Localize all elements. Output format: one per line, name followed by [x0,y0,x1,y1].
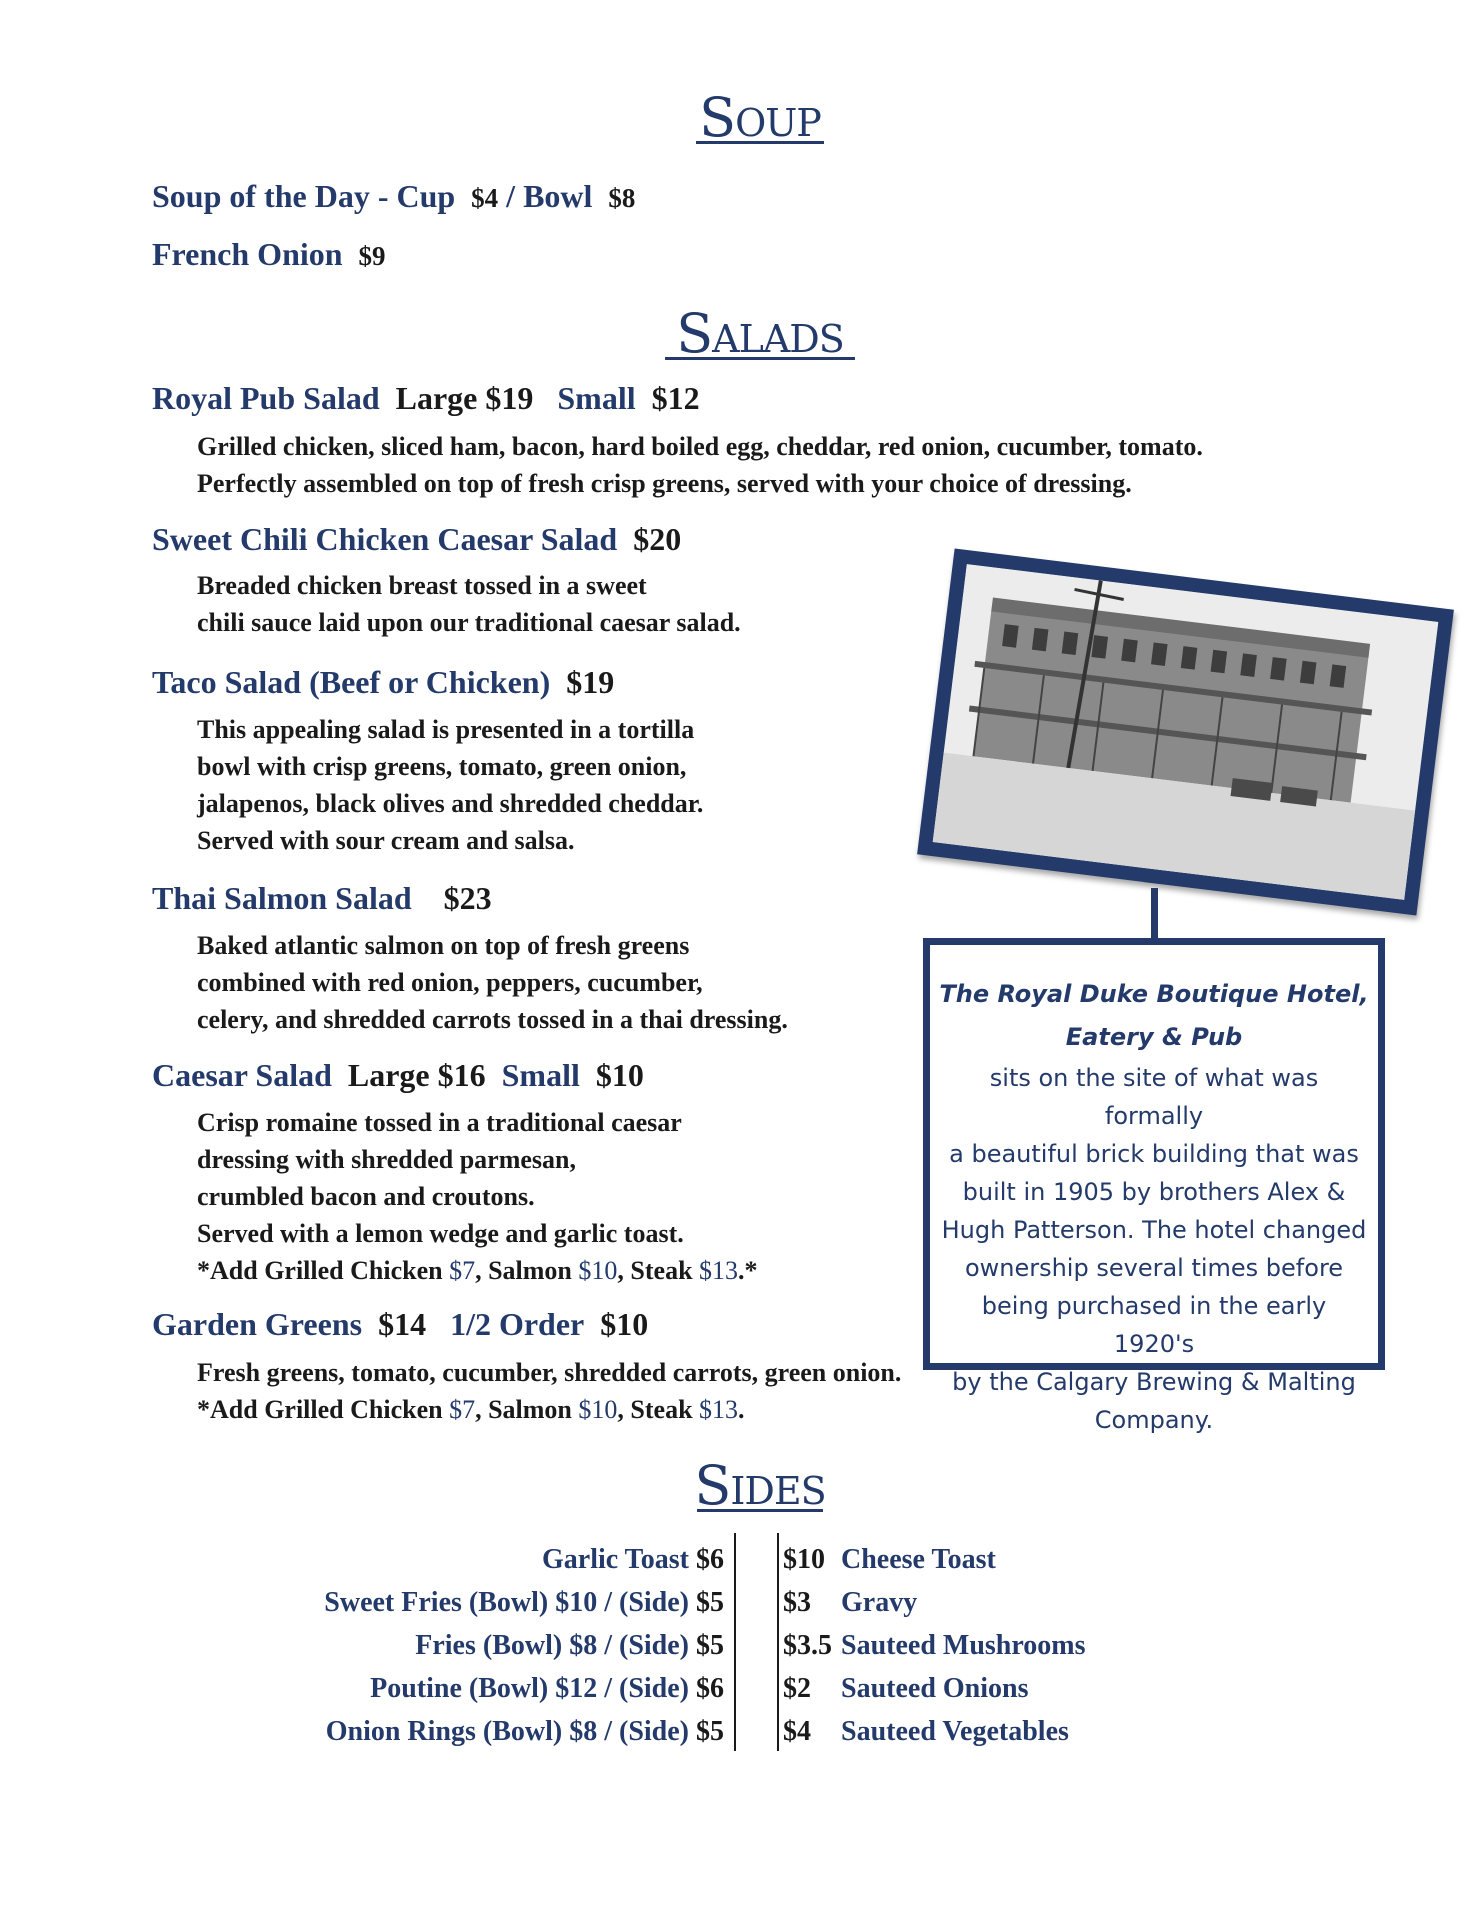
history-info-box [923,938,1385,1434]
item-description: Fresh greens, tomato, cucumber, shredded carrots, green onion. *Add Grilled Chicken $7, Salmon $10, Steak $13. [197,1354,901,1428]
side-item: $10 Cheese Toast [783,1544,996,1575]
side-item: Sweet Fries (Bowl) $10 / (Side) $5 [324,1587,724,1618]
menu-item-taco-salad: Taco Salad (Beef or Chicken) $19 [152,664,615,700]
add-protein-line: *Add Grilled Chicken $7, Salmon $10, Steak $13.* [197,1256,758,1285]
side-item: $3 Gravy [783,1587,918,1618]
side-item: $4 Sauteed Vegetables [783,1716,1069,1747]
side-item: Onion Rings (Bowl) $8 / (Side) $5 [325,1716,724,1747]
item-description: Baked atlantic salmon on top of fresh greens combined with red onion, peppers, cucumber, celery, and shredded carrots tossed in a thai dressing. [197,931,788,1034]
side-item: Fries (Bowl) $8 / (Side) $5 [415,1630,724,1661]
item-description: This appealing salad is presented in a tortilla bowl with crisp greens, tomato, green onion, jalapenos, black olives and shredded cheddar. Served with sour cream and salsa. [197,715,704,855]
side-item: Poutine (Bowl) $12 / (Side) $6 [370,1673,724,1704]
menu-item-sweet-chili-chicken-caesar-salad: Sweet Chili Chicken Caesar Salad $20 [152,521,682,557]
history-title: The Royal Duke Boutique Hotel, Eatery & Pub [939,980,1369,1051]
item-description: Crisp romaine tossed in a traditional caesar dressing with shredded parmesan, crumbled bacon and croutons. Served with a lemon wedge and garlic toast. *Add Grilled Chicken $7, Salmon $10, Steak $13.* [197,1104,758,1289]
menu-item-french-onion: French Onion $9 [152,236,386,272]
sides-divider-right [777,1533,779,1751]
history-body: sits on the site of what was formally a beautiful brick building that was built in 1905 by brothers Alex & Hugh Patterson. The hotel changed ownership several times before being purchased in the early 1920's by the Calgary Brewing & Malting Company. [941,1064,1367,1434]
hotel-building-illustration [933,564,1439,900]
menu-item-thai-salmon-salad: Thai Salmon Salad $23 [152,880,492,916]
section-title-salads: Salads [0,302,1484,360]
historic-hotel-photo-frame [917,548,1454,915]
photo-connector-line [1151,888,1158,938]
menu-item-soup-of-the-day: Soup of the Day - Cup $4 / Bowl $8 [152,178,636,214]
add-protein-line: *Add Grilled Chicken $7, Salmon $10, Steak $13. [197,1395,745,1424]
side-item: $3.5 Sauteed Mushrooms [783,1630,1086,1661]
menu-item-royal-pub-salad: Royal Pub Salad Large $19 Small $12 [152,380,700,416]
side-item: $2 Sauteed Onions [783,1673,1029,1704]
side-item: Garlic Toast $6 [541,1544,724,1575]
item-description: Breaded chicken breast tossed in a sweet chili sauce laid upon our traditional caesar salad. [197,571,741,637]
historic-hotel-photo [933,564,1439,900]
section-title-soup: Soup [0,86,1484,144]
sides-list-left [324,1538,724,1753]
item-description: Grilled chicken, sliced ham, bacon, hard boiled egg, cheddar, red onion, cucumber, tomato. Perfectly assembled on top of fresh crisp greens, served with your choice of dressing. [197,432,1203,498]
sides-list-right [783,1538,1086,1753]
section-title-sides: Sides [694,1454,826,1517]
menu-item-garden-greens: Garden Greens $14 1/2 Order $10 [152,1306,649,1342]
menu-item-caesar-salad: Caesar Salad Large $16 Small $10 [152,1057,644,1093]
sides-divider-left [734,1533,736,1751]
